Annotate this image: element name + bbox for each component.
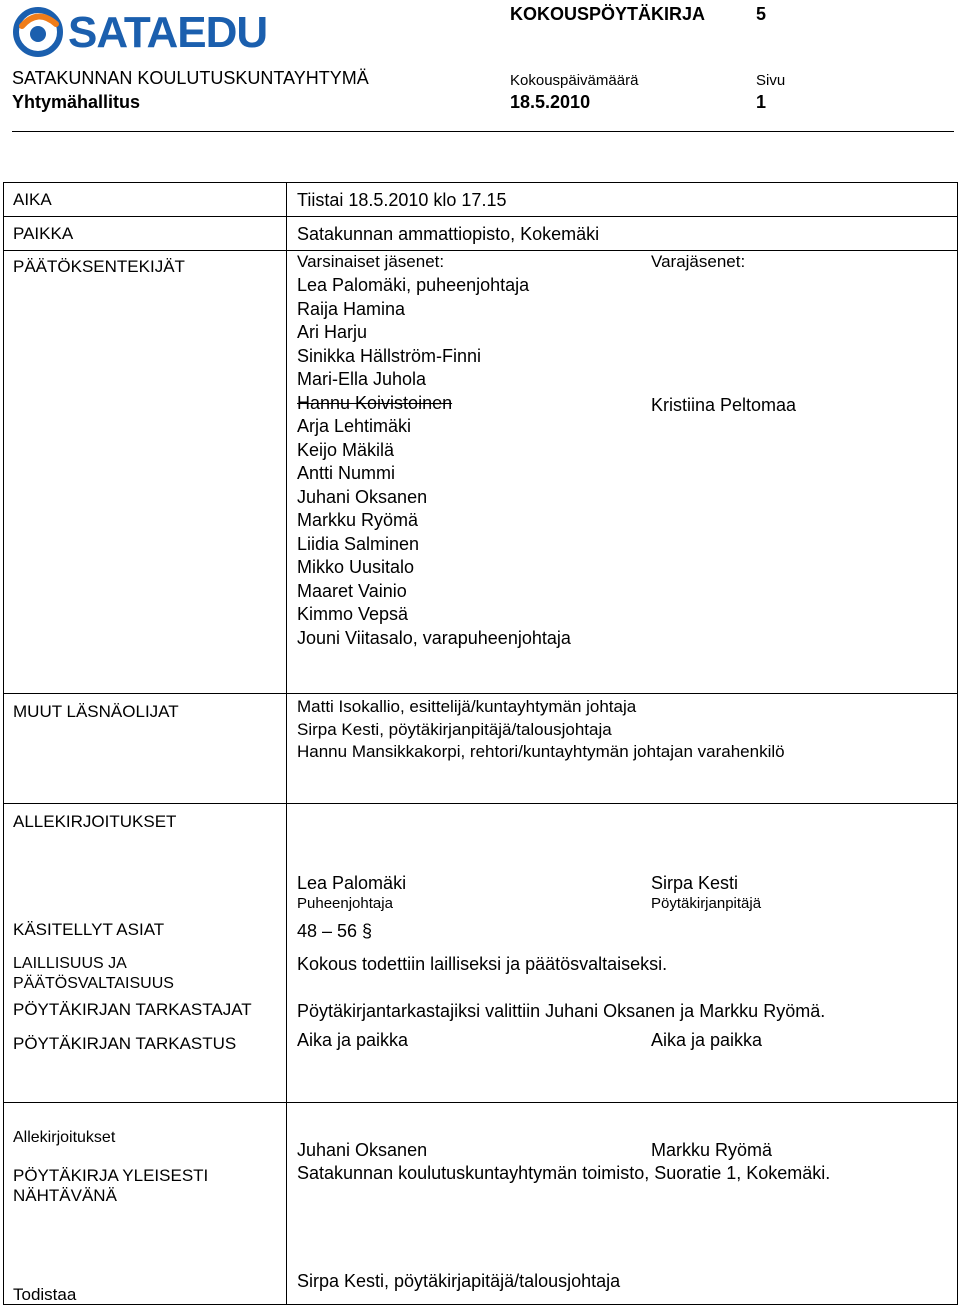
members-heading: Varsinaiset jäsenet: <box>297 252 445 271</box>
header-divider <box>12 131 954 132</box>
member-item: Juhani Oksanen <box>297 486 428 507</box>
table-bottom-border <box>3 1304 958 1305</box>
muut-line-2: Sirpa Kesti, pöytäkirjanpitäjä/talousjohtaja <box>297 720 612 739</box>
member-item: Liidia Salminen <box>297 533 420 554</box>
todistaa-label: Todistaa <box>13 1285 77 1304</box>
tarkastus-place-1: Aika ja paikka <box>297 1030 409 1050</box>
member-item-struck: Hannu Koivistoinen <box>297 392 453 413</box>
laillisuus-label-1: LAILLISUUS JA <box>13 955 127 972</box>
page-number: 1 <box>756 92 767 112</box>
tarkastajat-label: PÖYTÄKIRJAN TARKASTAJAT <box>13 1000 252 1019</box>
member-item: Sinikka Hällström-Finni <box>297 345 482 366</box>
nahtavana-label-2: NÄHTÄVÄNÄ <box>13 1186 117 1205</box>
member-item: Mikko Uusitalo <box>297 557 415 577</box>
member-item: Maaret Vainio <box>297 580 407 601</box>
signer1-role: Puheenjohtaja <box>297 895 393 912</box>
member-item: Kimmo Vepsä <box>297 604 409 624</box>
tarkastajat-value: Pöytäkirjantarkastajiksi valittiin Juhani Oksanen ja Markku Ryömä. <box>297 1001 826 1021</box>
doc-type: KOKOUSPÖYTÄKIRJA <box>510 4 706 24</box>
aika-label: AIKA <box>13 190 52 209</box>
tarkastus-signer-1: Juhani Oksanen <box>297 1140 428 1160</box>
sataedu-logo <box>12 4 268 60</box>
table-top-border <box>3 182 958 183</box>
row-divider-2 <box>3 250 958 251</box>
tarkastus-label: PÖYTÄKIRJAN TARKASTUS <box>13 1034 237 1053</box>
row-divider-5 <box>3 1102 958 1103</box>
aika-value: Tiistai 18.5.2010 klo 17.15 <box>297 190 507 210</box>
page-label: Sivu <box>756 72 786 89</box>
table-left-border <box>3 182 4 1305</box>
doc-number: 5 <box>756 4 767 24</box>
row-divider-1 <box>3 216 958 217</box>
row-divider-4 <box>3 803 958 804</box>
tarkastus-signer-2: Markku Ryömä <box>651 1140 773 1160</box>
member-item: Arja Lehtimäki <box>297 416 412 436</box>
member-item: Antti Nummi <box>297 463 396 483</box>
muut-line-1: Matti Isokallio, esittelijä/kuntayhtymän johtaja <box>297 697 637 716</box>
deputies-heading: Varajäsenet: <box>651 252 746 271</box>
signer1-name: Lea Palomäki <box>297 873 407 893</box>
laillisuus-value: Kokous todettiin lailliseksi ja päätösvaltaiseksi. <box>297 954 668 974</box>
member-item: Jouni Viitasalo, varapuheenjohtaja <box>297 627 571 648</box>
nahtavana-value: Satakunnan koulutuskuntayhtymän toimisto, Suoratie 1, Kokemäki. <box>297 1163 831 1183</box>
allekirjoitukset-label: ALLEKIRJOITUKSET <box>13 812 177 831</box>
paikka-value: Satakunnan ammattiopisto, Kokemäki <box>297 224 600 244</box>
table-right-border <box>957 182 958 1305</box>
nahtavana-label-1: PÖYTÄKIRJA YLEISESTI <box>13 1166 209 1185</box>
member-item: Lea Palomäki, puheenjohtaja <box>297 275 530 295</box>
tarkastus-sign-label: Allekirjoitukset <box>13 1129 116 1146</box>
muut-line-3: Hannu Mansikkakorpi, rehtori/kuntayhtymän johtajan varahenkilö <box>297 742 785 761</box>
laillisuus-label-2: PÄÄTÖSVALTAISUUS <box>13 975 174 992</box>
todistaa-value: Sirpa Kesti, pöytäkirjapitäjä/talousjohtaja <box>297 1271 621 1291</box>
members-list <box>297 274 571 650</box>
kasitellyt-value: 48 – 56 § <box>297 921 373 941</box>
member-item: Markku Ryömä <box>297 510 419 530</box>
signer2-role: Pöytäkirjanpitäjä <box>651 895 762 912</box>
table-column-divider <box>286 182 287 1305</box>
tarkastus-place-2: Aika ja paikka <box>651 1030 763 1050</box>
logo-text: SATAEDU <box>68 8 268 57</box>
member-item: Raija Hamina <box>297 298 406 319</box>
signer2-name: Sirpa Kesti <box>651 873 739 893</box>
meeting-date: 18.5.2010 <box>510 92 591 112</box>
board-name: Yhtymähallitus <box>12 92 141 112</box>
paikka-label: PAIKKA <box>13 224 74 243</box>
deputy-name: Kristiina Peltomaa <box>651 395 797 415</box>
row-divider-3 <box>3 693 958 694</box>
organization-name: SATAKUNNAN KOULUTUSKUNTAYHTYMÄ <box>12 68 369 88</box>
member-item: Ari Harju <box>297 322 368 342</box>
kasitellyt-label: KÄSITELLYT ASIAT <box>13 920 165 939</box>
date-label: Kokouspäivämäärä <box>510 72 639 89</box>
member-item: Mari-Ella Juhola <box>297 369 427 389</box>
paatoksentekijat-label: PÄÄTÖKSENTEKIJÄT <box>13 257 185 276</box>
muut-label: MUUT LÄSNÄOLIJAT <box>13 702 179 721</box>
member-item: Keijo Mäkilä <box>297 439 395 460</box>
